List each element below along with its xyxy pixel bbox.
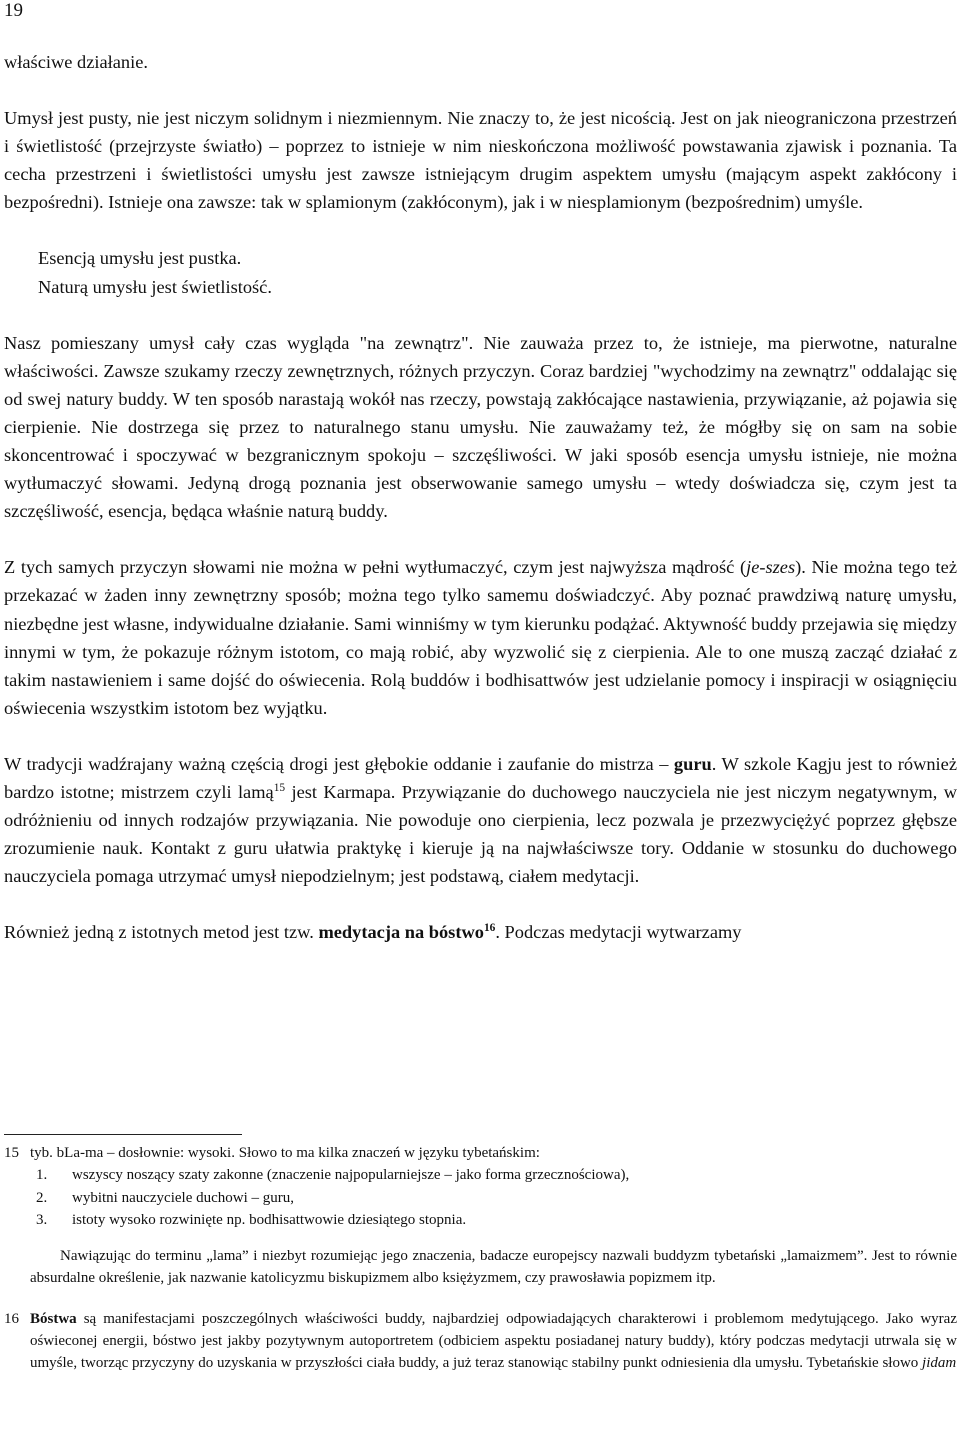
footnote-15-number: 15 [4,1145,19,1161]
p5-text-b: . Podczas medytacji wytwarzamy [495,922,742,943]
footnote-15-list [4,1164,957,1231]
essence-block [4,244,957,300]
list-item [4,1164,957,1186]
footnote-ref-15[interactable]: 15 [273,781,286,794]
footnote-15-note-text: Nawiązując do terminu „lama” i niezbyt rozumiejąc jego znaczenia, badacze europejscy nazwali buddyzm tybetański „lamaizmem”. Jest to równie absurdalne określenie, jak nazwanie katolicyzmu biskupizmem albo księżyzmem, czy prawosławia popizmem itp. [30,1248,957,1287]
footnote-ref-16[interactable]: 16 [483,922,496,935]
footnote-16-term: Bóstwa [30,1310,77,1327]
footnote-16 [4,1308,957,1375]
footnote-15-note [4,1245,957,1290]
paragraph-4 [4,750,957,890]
term-guru: guru [673,753,712,774]
p3-text-a: Z tych samych przyczyn słowami nie można w pełni wytłumaczyć, czym jest najwyższa mądrość ( [4,557,747,578]
paragraph-3 [4,553,957,722]
essence-line-1: Esencją umysłu jest pustka. [38,248,242,269]
footnote-16-italic: jidam [922,1355,957,1372]
p4-text-c: jest Karmapa. Przywiązanie do duchowego nauczyciela nie jest niczym negatywnym, w odróżnieniu od innych rodzajów przywiązania. Nie powoduje ono cierpienia, lecz pozwala je przezwyciężyć poprzez głębsze zrozumienie nauk. Kontakt z guru ułatwia praktykę i kieruje ją na najwłaściwsze tory. Oddanie w stosunku do duchowego nauczyciela pomaga utrzymać umysł niepodzielnym; jest podstawą, ciałem medytacji. [4,781,957,887]
p5-text-a: Również jedną z istotnych metod jest tzw. [4,922,319,943]
p4-text-a: W tradycji wadźrajany ważną częścią drogi jest głębokie oddanie i zaufanie do mistrza – [4,753,674,774]
page-number: 19 [4,0,23,21]
footnote-15-text: tyb. bLa-ma – dosłownie: wysoki. Słowo to ma kilka znaczeń w języku tybetańskim: [30,1145,540,1161]
term-je-szes: je-szes [746,557,796,578]
list-item-number: 3. [36,1211,48,1228]
footnote-16-text: są manifestacjami poszczególnych właściwości buddy, najbardziej odpowiadających charakterowi i problemom medytującego. Jako wyraz oświeconej energii, bóstwo jest jakby pozytywnym autoportretem (odbiciem aspektu posiadanej natury buddy), który podczas medytacji utrwala się w umyśle, tworząc przyczyny do uzyskania w przyszłości ciała buddy, a już teraz stanowiąc stabilny punkt odniesienia dla umysłu. Tybetańskie słowo [30,1310,957,1372]
paragraph-1: Umysł jest pusty, nie jest niczym solidnym i niezmiennym. Nie znaczy to, że jest nicością. Jest on jak nieograniczona przestrzeń i świetlistość (przejrzyste światło) – poprzez to istnieje w nim nieskończona możliwość powstawania zjawisk i poznania. Ta cecha przestrzeni i świetlistości umysłu jest zawsze istniejącym drugim aspektem umysłu (mającym aspekt zakłócony i bezpośredni). Istnieje ona zawsze: tak w splamionym (zakłóconym), jak i w niesplamionym (bezpośrednim) umyśle. [4,108,957,213]
list-item [4,1187,957,1209]
essence-line-2: Naturą umysłu jest świetlistość. [38,276,272,297]
term-medytacja: medytacja na bóstwo [318,922,484,943]
footnotes [4,1142,957,1375]
p3-text-b: ). Nie można tego też przekazać w żaden inny zewnętrzny sposób; można tego tylko samemu doświadczyć. Aby poznać prawdziwą naturę umysłu, niezbędne jest własne, indywidualne działanie. Sami winniśmy w tym kierunku podążać. Aktywność buddy przejawia się między innymi w tym, że pokazuje różnym istotom, co mają robić, aby wyzwolić się z cierpienia. Ale to one muszą zacząć działać z takim nastawieniem i same dojść do oświecenia. Rolą buddów i bodhisattwów jest udzielanie pomocy i inspiracji w osiągnięciu oświecenia wszystkim istotom bez wyjątku. [4,557,957,718]
list-item [4,1209,957,1231]
list-item-text: wszyscy noszący szaty zakonne (znaczenie najpopularniejsze – jako forma grzecznościowa), [72,1167,630,1184]
list-item-number: 2. [36,1189,48,1206]
list-item-text: istoty wysoko rozwinięte np. bodhisattwowie dziesiątego stopnia. [72,1211,467,1228]
footnote-separator [4,1134,242,1135]
paragraph-0: właściwe działanie. [4,52,148,72]
footnote-15 [4,1142,957,1164]
paragraph-2: Nasz pomieszany umysł cały czas wygląda "na zewnątrz". Nie zauważa przez to, że istnieje, ma pierwotne, naturalne właściwości. Zawsze szukamy rzeczy zewnętrznych, różnych przyczyn. Coraz bardziej "wychodzimy na zewnątrz" oddalając się od swej natury buddy. W ten sposób narastają wokół nas rzeczy, powstają zakłócające nastawienia, przywiązanie, aż pojawia się cierpienie. Nie dostrzega się przez to naturalnego stanu umysłu. Nie zauważamy też, że mógłby się on sam na sobie skoncentrować i spoczywać w bezgranicznym spokoju – szczęśliwości. W jaki sposób esencja umysłu istnieje, nie można wytłumaczyć słowami. Jedyną drogą poznania jest obserwowanie samego umysłu – wtedy doświadcza się, czym jest ta szczęśliwość, esencja, będąca właśnie naturą buddy. [4,332,957,522]
p4-text-b: . W szkole Kagju jest to również bardzo istotne; mistrzem czyli lamą [4,753,957,802]
paragraph-5 [4,918,957,946]
list-item-number: 1. [36,1167,48,1184]
main-text [4,48,957,946]
footnote-16-number: 16 [4,1310,19,1327]
list-item-text: wybitni nauczyciele duchowi – guru, [72,1189,295,1206]
